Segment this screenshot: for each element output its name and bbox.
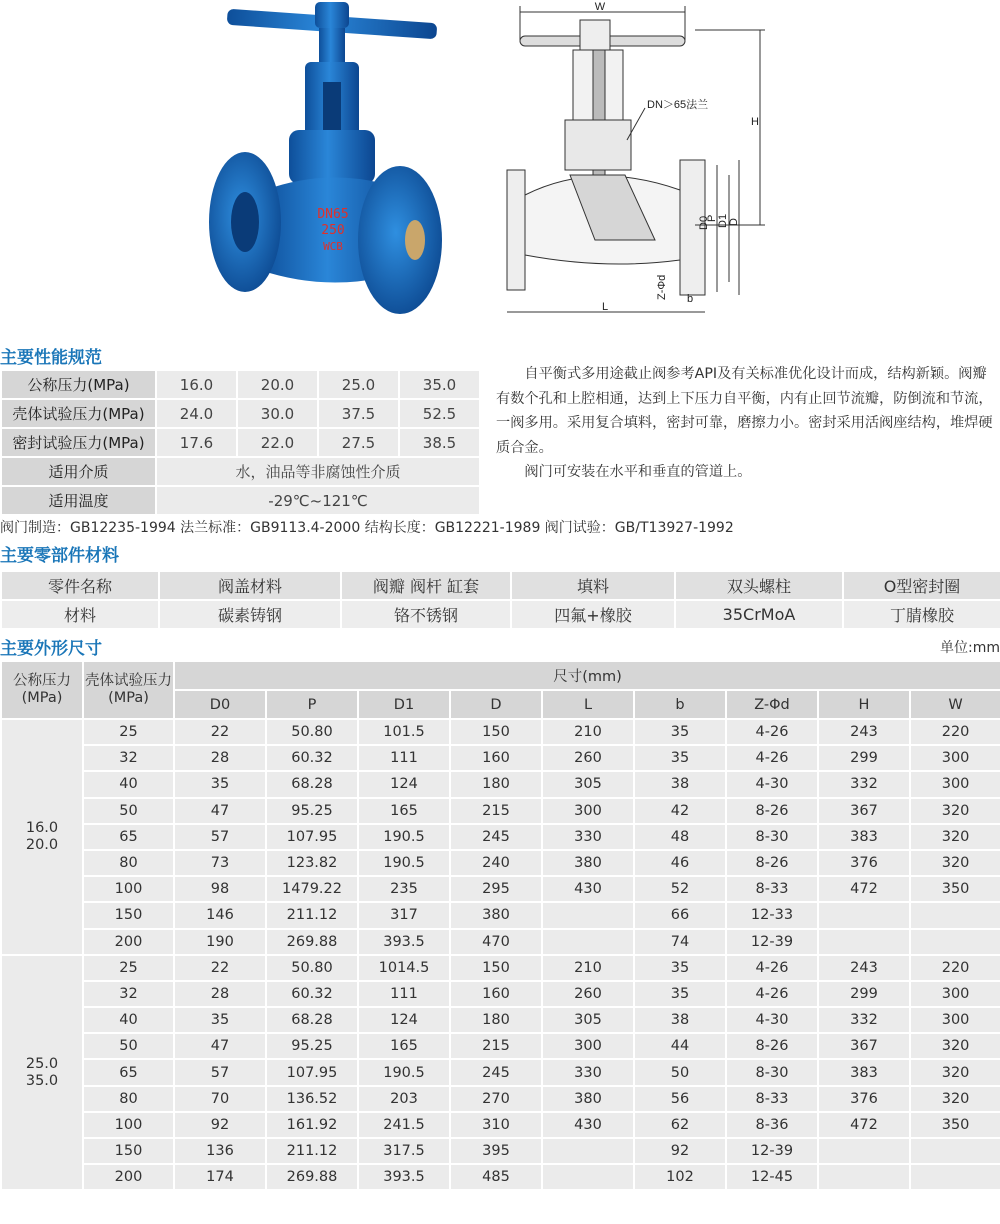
table-cell: 376: [818, 1086, 910, 1112]
table-cell: 66: [634, 902, 726, 928]
description-paragraph: 自平衡式多用途截止阀参考API及有关标准优化设计而成，结构新颖。阀瓣有数个孔和上腔相通，达到上下压力自平衡，内有止回节流瓣，防倒流和节流，一阀多用。采用复合填料，密封可靠，磨擦力小。密封采用活阀座结构，堆焊硬质合金。: [496, 366, 993, 456]
dim-p-label: P: [706, 214, 718, 222]
dim-zd-label: Z-Φd: [656, 274, 668, 300]
table-cell: 150: [450, 719, 542, 745]
table-cell: 4-26: [726, 981, 818, 1007]
table-cell: 269.88: [266, 1164, 358, 1190]
table-cell: 317: [358, 902, 450, 928]
dim-w-label: W: [594, 1, 606, 13]
table-cell: 95.25: [266, 798, 358, 824]
table-cell: 52: [634, 876, 726, 902]
materials-table: [0, 570, 1000, 630]
table-cell: 27.5: [318, 428, 399, 457]
table-cell: 190.5: [358, 824, 450, 850]
table-row: [1, 1164, 1000, 1190]
table-cell: 136.52: [266, 1086, 358, 1112]
table-row: [1, 981, 1000, 1007]
table-cell: 102: [634, 1164, 726, 1190]
table-cell: 300: [910, 745, 1000, 771]
column-header-l: L: [542, 690, 634, 719]
table-cell: 70: [174, 1086, 266, 1112]
table-cell: 四氟+橡胶: [511, 600, 675, 629]
table-cell: 299: [818, 981, 910, 1007]
table-cell: 50.80: [266, 955, 358, 981]
table-cell: 211.12: [266, 1138, 358, 1164]
table-cell: 330: [542, 824, 634, 850]
table-cell: 35CrMoA: [675, 600, 843, 629]
table-cell: 98: [174, 876, 266, 902]
table-cell: 470: [450, 929, 542, 955]
table-cell: 161.92: [266, 1112, 358, 1138]
table-cell: 28: [174, 981, 266, 1007]
table-cell: 165: [358, 1033, 450, 1059]
pressure-value: 20.0: [25, 836, 59, 853]
table-cell: 472: [818, 876, 910, 902]
column-header-p: P: [266, 690, 358, 719]
table-cell: 8-33: [726, 1086, 818, 1112]
table-cell: 50: [83, 798, 174, 824]
column-header-h: H: [818, 690, 910, 719]
body-marking-material: WCB: [323, 240, 343, 253]
header-shell-test-pressure: 壳体试验压力(MPa): [83, 661, 174, 719]
row-label: 适用温度: [1, 486, 156, 515]
pressure-value: 35.0: [25, 1072, 59, 1089]
table-cell: 22.0: [237, 428, 318, 457]
table-cell: 220: [910, 955, 1000, 981]
table-cell: 393.5: [358, 929, 450, 955]
table-cell: 50: [634, 1059, 726, 1085]
table-row: [1, 600, 1000, 629]
table-cell: 380: [542, 850, 634, 876]
table-cell: 240: [450, 850, 542, 876]
table-cell: 300: [910, 771, 1000, 797]
table-cell: 243: [818, 719, 910, 745]
table-cell: 4-26: [726, 955, 818, 981]
table-cell: 260: [542, 981, 634, 1007]
dimensions-table: [0, 660, 1000, 1191]
table-cell: 383: [818, 824, 910, 850]
table-cell: 38: [634, 1007, 726, 1033]
standards-line: 阀门制造：GB12235-1994 法兰标准：GB9113.4-2000 结构长度：GB12221-1989 阀门试验：GB/T13927-1992: [0, 520, 734, 536]
table-cell: 300: [910, 981, 1000, 1007]
table-row: [1, 745, 1000, 771]
table-cell: 101.5: [358, 719, 450, 745]
table-cell: [910, 1138, 1000, 1164]
column-header-d1: D1: [358, 690, 450, 719]
table-cell: 50.80: [266, 719, 358, 745]
table-cell: [910, 929, 1000, 955]
table-cell: 320: [910, 798, 1000, 824]
table-cell: 8-30: [726, 1059, 818, 1085]
table-cell: 395: [450, 1138, 542, 1164]
table-cell: 8-26: [726, 850, 818, 876]
table-row: [1, 719, 1000, 745]
table-cell: 220: [910, 719, 1000, 745]
column-header-d0: D0: [174, 690, 266, 719]
description-paragraph: 阀门可安装在水平和垂直的管道上。: [524, 464, 752, 480]
table-cell: 4-26: [726, 719, 818, 745]
table-cell: 8-36: [726, 1112, 818, 1138]
valve-photo: [205, 0, 465, 330]
table-cell: 305: [542, 771, 634, 797]
table-cell: 330: [542, 1059, 634, 1085]
row-label: 壳体试验压力(MPa): [1, 399, 156, 428]
table-cell: 300: [910, 1007, 1000, 1033]
table-cell: 80: [83, 1086, 174, 1112]
table-cell: 56: [634, 1086, 726, 1112]
table-cell: 材料: [1, 600, 159, 629]
table-cell: 47: [174, 1033, 266, 1059]
table-cell: 174: [174, 1164, 266, 1190]
table-cell: 35: [174, 771, 266, 797]
flange-note: DN＞65法兰: [647, 99, 709, 111]
table-cell: [818, 902, 910, 928]
table-cell: 269.88: [266, 929, 358, 955]
table-cell: 40: [83, 771, 174, 797]
table-cell: 111: [358, 745, 450, 771]
table-cell: 57: [174, 1059, 266, 1085]
table-cell: 376: [818, 850, 910, 876]
table-cell: 68.28: [266, 1007, 358, 1033]
table-row: [1, 955, 1000, 981]
table-cell: 92: [634, 1138, 726, 1164]
table-cell: 150: [83, 902, 174, 928]
table-cell: 472: [818, 1112, 910, 1138]
table-cell: 215: [450, 1033, 542, 1059]
table-cell: 124: [358, 1007, 450, 1033]
table-cell: 393.5: [358, 1164, 450, 1190]
table-row: [1, 571, 1000, 600]
dim-d1-label: D1: [717, 213, 729, 228]
table-cell: 310: [450, 1112, 542, 1138]
table-cell: 300: [542, 798, 634, 824]
table-cell: -29℃~121℃: [156, 486, 480, 515]
table-cell: 80: [83, 850, 174, 876]
table-cell: 65: [83, 824, 174, 850]
table-row: [1, 1086, 1000, 1112]
dim-b-label: b: [687, 293, 694, 305]
table-cell: 68.28: [266, 771, 358, 797]
table-cell: 24.0: [156, 399, 237, 428]
table-cell: 16.0: [156, 370, 237, 399]
column-header-b: b: [634, 690, 726, 719]
materials-title: 主要零部件材料: [0, 546, 119, 566]
table-cell: 332: [818, 771, 910, 797]
table-row: [1, 798, 1000, 824]
pressure-value: 25.0: [25, 1055, 59, 1072]
table-cell: [818, 929, 910, 955]
table-cell: 107.95: [266, 824, 358, 850]
table-cell: 4-30: [726, 771, 818, 797]
table-cell: 水，油品等非腐蚀性介质: [156, 457, 480, 486]
table-cell: 25: [83, 719, 174, 745]
table-cell: 12-39: [726, 1138, 818, 1164]
table-cell: 35: [634, 745, 726, 771]
table-cell: 32: [83, 981, 174, 1007]
row-label: 适用介质: [1, 457, 156, 486]
table-cell: 190.5: [358, 850, 450, 876]
body-marking-pressure: 250: [321, 223, 345, 238]
table-cell: 367: [818, 1033, 910, 1059]
table-row: [1, 929, 1000, 955]
table-cell: 210: [542, 719, 634, 745]
table-cell: 8-26: [726, 1033, 818, 1059]
table-cell: 320: [910, 1086, 1000, 1112]
pressure-value: 16.0: [25, 819, 59, 836]
table-cell: 383: [818, 1059, 910, 1085]
table-cell: [818, 1164, 910, 1190]
table-cell: 8-33: [726, 876, 818, 902]
table-cell: 73: [174, 850, 266, 876]
table-cell: 235: [358, 876, 450, 902]
row-label: 密封试验压力(MPa): [1, 428, 156, 457]
table-cell: 12-39: [726, 929, 818, 955]
table-cell: 35: [634, 719, 726, 745]
table-cell: 35: [174, 1007, 266, 1033]
table-cell: 47: [174, 798, 266, 824]
table-cell: 38.5: [399, 428, 480, 457]
performance-title: 主要性能规范: [0, 348, 102, 368]
body-marking-size: DN65: [317, 207, 349, 222]
table-cell: 22: [174, 955, 266, 981]
header-size: 尺寸(mm): [174, 661, 1000, 690]
table-cell: 190.5: [358, 1059, 450, 1085]
table-cell: 243: [818, 955, 910, 981]
table-cell: 32: [83, 745, 174, 771]
dimensions-title: 主要外形尺寸: [0, 639, 102, 659]
table-cell: 20.0: [237, 370, 318, 399]
table-cell: 阀盖材料: [159, 571, 341, 600]
table-cell: 双头螺柱: [675, 571, 843, 600]
table-cell: 136: [174, 1138, 266, 1164]
table-cell: [542, 1164, 634, 1190]
table-cell: 48: [634, 824, 726, 850]
table-row: [1, 1138, 1000, 1164]
valve-section-drawing: [495, 0, 775, 320]
header-nominal-pressure: 公称压力(MPa): [1, 661, 83, 719]
table-cell: 碳素铸钢: [159, 600, 341, 629]
column-header-d: D: [450, 690, 542, 719]
table-cell: 430: [542, 1112, 634, 1138]
table-row: [1, 486, 480, 515]
product-description: [496, 362, 1000, 485]
table-cell: 215: [450, 798, 542, 824]
table-cell: O型密封圈: [843, 571, 1000, 600]
table-cell: 150: [450, 955, 542, 981]
table-cell: 8-26: [726, 798, 818, 824]
table-cell: 245: [450, 824, 542, 850]
pressure-group-cell: [1, 719, 83, 955]
table-cell: 203: [358, 1086, 450, 1112]
table-cell: 丁腈橡胶: [843, 600, 1000, 629]
table-cell: 200: [83, 929, 174, 955]
table-cell: 35: [634, 981, 726, 1007]
unit-label: 单位:mm: [940, 640, 1000, 656]
table-cell: 12-33: [726, 902, 818, 928]
table-cell: 30.0: [237, 399, 318, 428]
table-cell: 填料: [511, 571, 675, 600]
table-cell: 367: [818, 798, 910, 824]
table-row: [1, 1033, 1000, 1059]
table-cell: 320: [910, 1059, 1000, 1085]
table-cell: 160: [450, 981, 542, 1007]
table-cell: 270: [450, 1086, 542, 1112]
table-cell: [542, 929, 634, 955]
table-cell: 40: [83, 1007, 174, 1033]
table-row: [1, 457, 480, 486]
table-cell: 铬不锈钢: [341, 600, 511, 629]
table-cell: 1014.5: [358, 955, 450, 981]
table-cell: 299: [818, 745, 910, 771]
table-cell: 295: [450, 876, 542, 902]
table-cell: 60.32: [266, 745, 358, 771]
table-row: [1, 399, 480, 428]
table-cell: 317.5: [358, 1138, 450, 1164]
table-row: [1, 850, 1000, 876]
performance-table: [0, 369, 481, 516]
table-cell: 65: [83, 1059, 174, 1085]
table-row: [1, 370, 480, 399]
table-cell: 107.95: [266, 1059, 358, 1085]
table-cell: 320: [910, 824, 1000, 850]
table-cell: 190: [174, 929, 266, 955]
table-cell: 380: [542, 1086, 634, 1112]
table-cell: 305: [542, 1007, 634, 1033]
table-cell: 38: [634, 771, 726, 797]
table-cell: 74: [634, 929, 726, 955]
table-cell: 100: [83, 876, 174, 902]
table-cell: 零件名称: [1, 571, 159, 600]
dim-h-label: H: [751, 116, 759, 128]
row-label: 公称压力(MPa): [1, 370, 156, 399]
table-cell: 146: [174, 902, 266, 928]
table-cell: 35.0: [399, 370, 480, 399]
table-cell: 25.0: [318, 370, 399, 399]
table-cell: 4-30: [726, 1007, 818, 1033]
table-cell: 17.6: [156, 428, 237, 457]
table-cell: 320: [910, 1033, 1000, 1059]
table-row: [1, 876, 1000, 902]
table-row: [1, 1059, 1000, 1085]
table-cell: [542, 902, 634, 928]
table-cell: 241.5: [358, 1112, 450, 1138]
table-row: [1, 1007, 1000, 1033]
table-cell: 52.5: [399, 399, 480, 428]
table-cell: 100: [83, 1112, 174, 1138]
table-cell: 22: [174, 719, 266, 745]
table-cell: 1479.22: [266, 876, 358, 902]
table-cell: 332: [818, 1007, 910, 1033]
table-cell: 28: [174, 745, 266, 771]
table-cell: 123.82: [266, 850, 358, 876]
table-cell: 150: [83, 1138, 174, 1164]
table-cell: [818, 1138, 910, 1164]
column-header-z-d: Z-Φd: [726, 690, 818, 719]
table-cell: 95.25: [266, 1033, 358, 1059]
table-row: [1, 902, 1000, 928]
table-cell: [542, 1138, 634, 1164]
table-cell: 180: [450, 771, 542, 797]
table-cell: 44: [634, 1033, 726, 1059]
table-cell: 46: [634, 850, 726, 876]
table-cell: 245: [450, 1059, 542, 1085]
table-row: [1, 1112, 1000, 1138]
table-cell: 37.5: [318, 399, 399, 428]
table-cell: 260: [542, 745, 634, 771]
table-cell: 阀瓣 阀杆 缸套: [341, 571, 511, 600]
table-cell: 210: [542, 955, 634, 981]
dim-d0-label: D0: [698, 215, 710, 230]
column-header-w: W: [910, 690, 1000, 719]
table-cell: 12-45: [726, 1164, 818, 1190]
table-cell: 485: [450, 1164, 542, 1190]
table-cell: [910, 902, 1000, 928]
table-row: [1, 428, 480, 457]
table-row: [1, 771, 1000, 797]
table-cell: 180: [450, 1007, 542, 1033]
table-cell: 111: [358, 981, 450, 1007]
table-cell: 57: [174, 824, 266, 850]
table-cell: 8-30: [726, 824, 818, 850]
table-cell: 380: [450, 902, 542, 928]
table-cell: 42: [634, 798, 726, 824]
dim-l-label: L: [601, 301, 609, 313]
table-cell: 160: [450, 745, 542, 771]
table-cell: 35: [634, 955, 726, 981]
table-cell: 200: [83, 1164, 174, 1190]
table-cell: 211.12: [266, 902, 358, 928]
table-cell: 4-26: [726, 745, 818, 771]
table-cell: 92: [174, 1112, 266, 1138]
table-cell: 430: [542, 876, 634, 902]
table-cell: 62: [634, 1112, 726, 1138]
table-cell: 50: [83, 1033, 174, 1059]
table-cell: 350: [910, 876, 1000, 902]
table-cell: 60.32: [266, 981, 358, 1007]
table-cell: 300: [542, 1033, 634, 1059]
table-cell: 124: [358, 771, 450, 797]
table-cell: 25: [83, 955, 174, 981]
pressure-group-cell: [1, 955, 83, 1191]
table-cell: 350: [910, 1112, 1000, 1138]
table-cell: [910, 1164, 1000, 1190]
table-row: [1, 824, 1000, 850]
table-cell: 165: [358, 798, 450, 824]
dim-d-label: D: [728, 218, 740, 226]
table-cell: 320: [910, 850, 1000, 876]
